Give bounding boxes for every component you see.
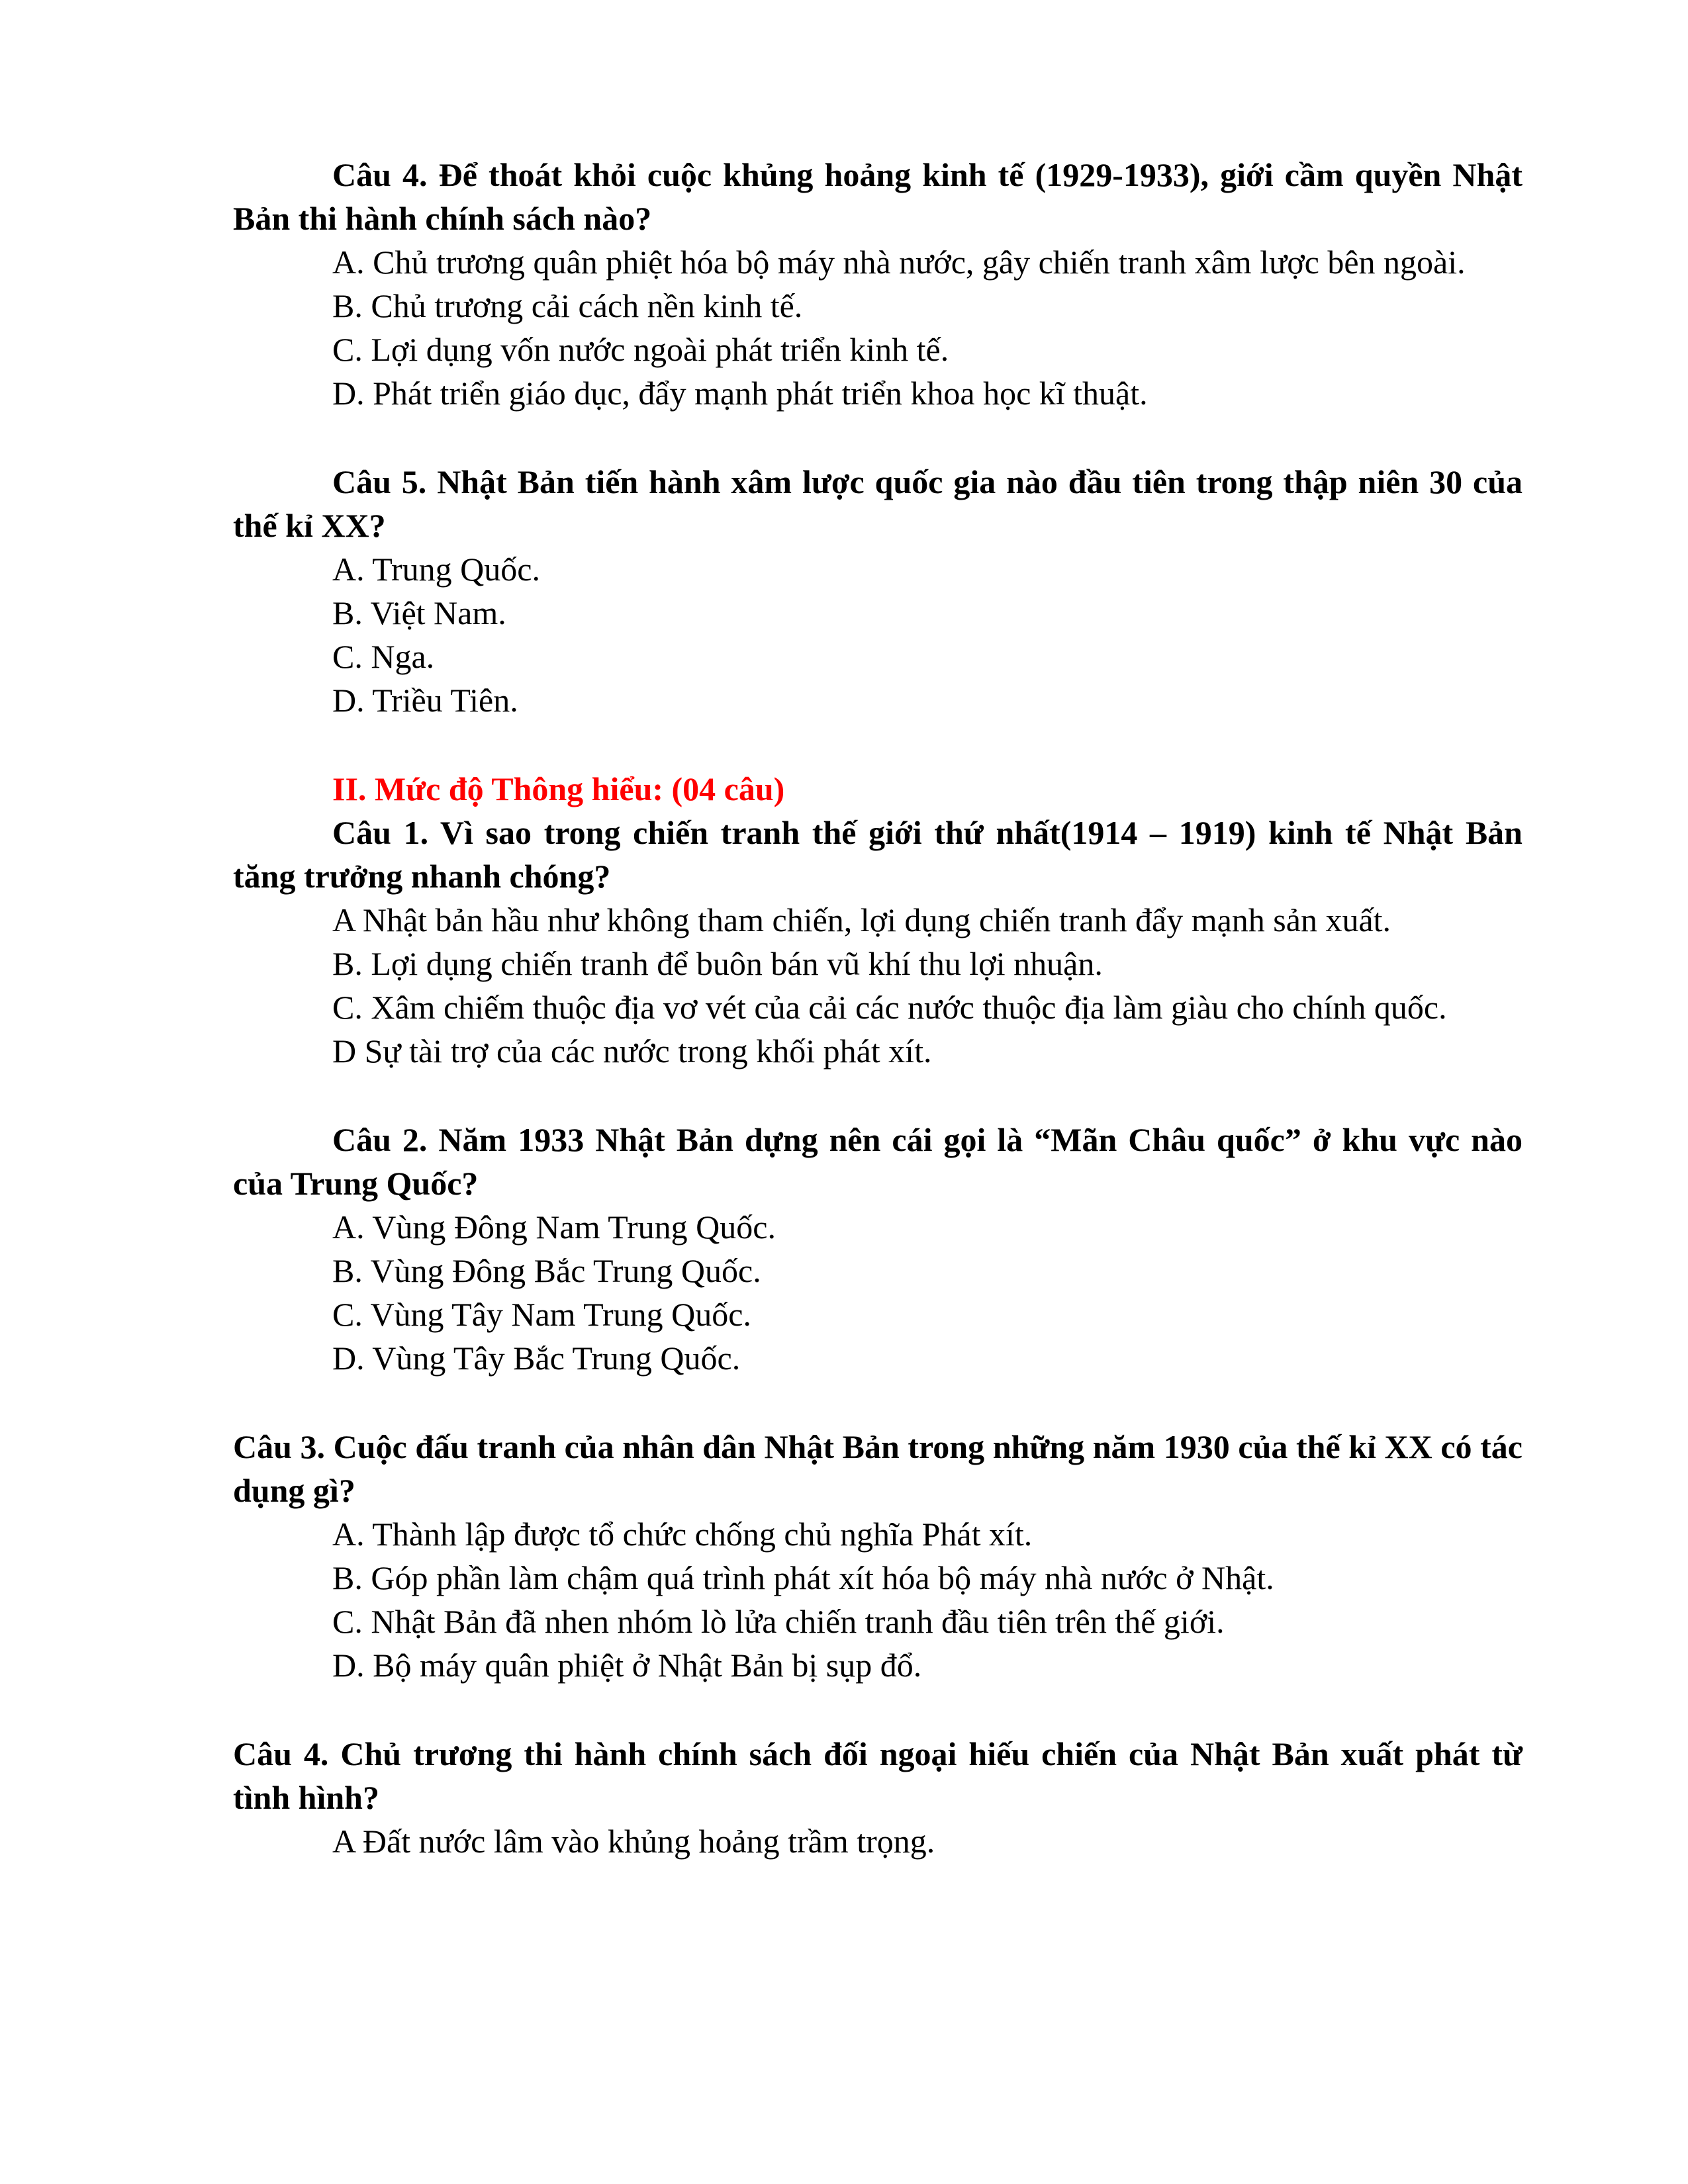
section-question-1-option-d: D Sự tài trợ của các nước trong khối phát xít. bbox=[332, 1032, 932, 1069]
question-4-option-c: C. Lợi dụng vốn nước ngoài phát triển kinh tế. bbox=[332, 331, 949, 368]
question-5-title: Câu 5. Nhật Bản tiến hành xâm lược quốc gia nào đầu tiên trong thập niên 30 của thế kỉ XX? bbox=[233, 463, 1523, 544]
section-question-2-option-c: C. Vùng Tây Nam Trung Quốc. bbox=[332, 1296, 751, 1333]
section-question-2-option-b: B. Vùng Đông Bắc Trung Quốc. bbox=[332, 1252, 761, 1289]
question-5-option-a: A. Trung Quốc. bbox=[332, 551, 540, 588]
section-question-4-title: Câu 4. Chủ trương thi hành chính sách đối ngoại hiếu chiến của Nhật Bản xuất phát từ tình hình? bbox=[233, 1735, 1523, 1816]
section-question-1-title: Câu 1. Vì sao trong chiến tranh thế giới thứ nhất(1914 – 1919) kinh tế Nhật Bản tăng trưởng nhanh chóng? bbox=[233, 814, 1523, 895]
spacer bbox=[233, 415, 1523, 460]
question-5-option-d: D. Triều Tiên. bbox=[332, 682, 518, 719]
section-question-2-option-a: A. Vùng Đông Nam Trung Quốc. bbox=[332, 1208, 776, 1246]
section-question-1-option-a: A Nhật bản hầu như không tham chiến, lợi dụng chiến tranh đẩy mạnh sản xuất. bbox=[332, 901, 1391, 938]
question-4-option-a: A. Chủ trương quân phiệt hóa bộ máy nhà nước, gây chiến tranh xâm lược bên ngoài. bbox=[332, 244, 1466, 281]
spacer bbox=[233, 1073, 1523, 1118]
question-5-option-c: C. Nga. bbox=[332, 638, 435, 675]
question-4-title: Câu 4. Để thoát khỏi cuộc khủng hoảng kinh tế (1929-1933), giới cầm quyền Nhật Bản thi hành chính sách nào? bbox=[233, 156, 1523, 237]
spacer bbox=[233, 1380, 1523, 1425]
section-question-3-title: Câu 3. Cuộc đấu tranh của nhân dân Nhật Bản trong những năm 1930 của thế kỉ XX có tác dụng gì? bbox=[233, 1428, 1523, 1509]
question-4-option-d: D. Phát triển giáo dục, đẩy mạnh phát triển khoa học kĩ thuật. bbox=[332, 375, 1148, 412]
section-heading bbox=[332, 767, 1523, 811]
question-4-option-b: B. Chủ trương cải cách nền kinh tế. bbox=[332, 287, 803, 324]
section-question-3-option-a: A. Thành lập được tổ chức chống chủ nghĩa Phát xít. bbox=[332, 1516, 1033, 1553]
section-title: II. Mức độ Thông hiểu: (04 câu) bbox=[332, 770, 785, 807]
spacer bbox=[233, 722, 1523, 767]
section-question-3-option-c: C. Nhật Bản đã nhen nhóm lò lửa chiến tranh đầu tiên trên thế giới. bbox=[332, 1603, 1225, 1640]
section-question-4-option-a: A Đất nước lâm vào khủng hoảng trầm trọng. bbox=[332, 1823, 935, 1860]
section-question-2-title: Câu 2. Năm 1933 Nhật Bản dựng nên cái gọi là “Mãn Châu quốc” ở khu vực nào của Trung Quốc? bbox=[233, 1121, 1523, 1202]
section-question-2-option-d: D. Vùng Tây Bắc Trung Quốc. bbox=[332, 1340, 741, 1377]
section-question-1-option-b: B. Lợi dụng chiến tranh để buôn bán vũ khí thu lợi nhuận. bbox=[332, 945, 1103, 982]
question-5-option-b: B. Việt Nam. bbox=[332, 594, 506, 631]
section-question-1-option-c: C. Xâm chiếm thuộc địa vơ vét của cải các nước thuộc địa làm giàu cho chính quốc. bbox=[332, 989, 1447, 1026]
spacer bbox=[233, 1687, 1523, 1732]
section-question-3-option-d: D. Bộ máy quân phiệt ở Nhật Bản bị sụp đổ. bbox=[332, 1647, 922, 1684]
section-question-3-option-b: B. Góp phần làm chậm quá trình phát xít hóa bộ máy nhà nước ở Nhật. bbox=[332, 1559, 1274, 1596]
document-content bbox=[233, 153, 1523, 1863]
